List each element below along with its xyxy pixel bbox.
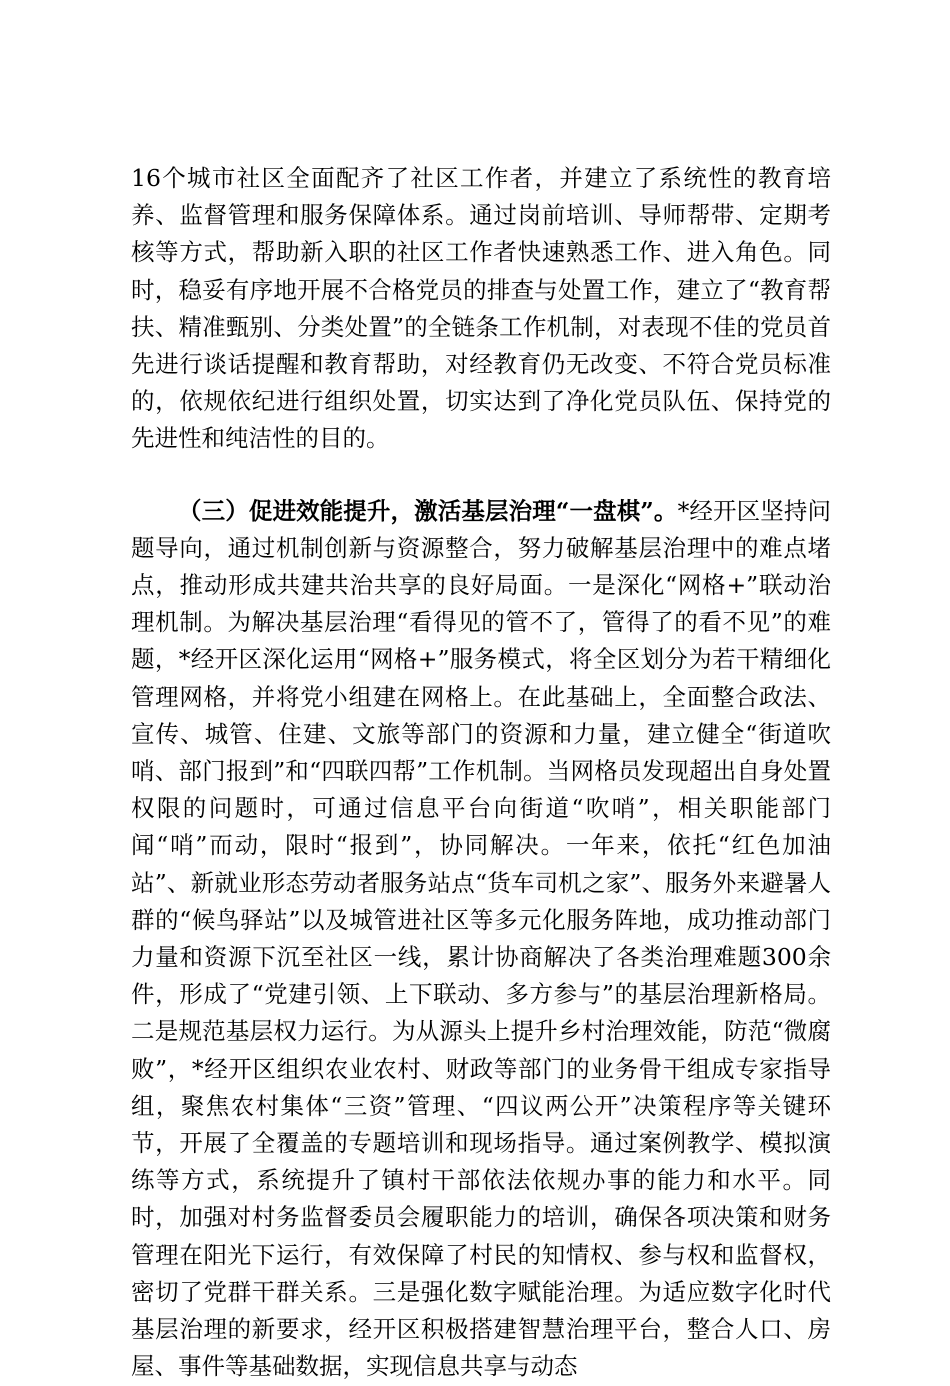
paragraph-section-three bbox=[131, 493, 831, 1386]
section-heading-three: （三）促进效能提升，激活基层治理“一盘棋”。 bbox=[178, 496, 678, 525]
document-page bbox=[131, 160, 831, 1386]
paragraph-2-text: *经开区坚持问题导向，通过机制创新与资源整合，努力破解基层治理中的难点堵点，推动形成共建共治共享的良好局面。一是深化“网格+”联动治理机制。为解决基层治理“看得见的管不了，管得了的看不见”的难题，*经开区深化运用“网格+”服务模式，将全区划分为若干精细化管理网格，并将党小组建在网格上。在此基础上，全面整合政法、宣传、城管、住建、文旅等部门的资源和力量，建立健全“街道吹哨、部门报到”和“四联四帮”工作机制。当网格员发现超出自身处置权限的问题时，可通过信息平台向街道“吹哨”，相关职能部门闻“哨”而动，限时“报到”，协同解决。一年来，依托“红色加油站”、新就业形态劳动者服务站点“货车司机之家”、服务外来避暑人群的“候鸟驿站”以及城管进社区等多元化服务阵地，成功推动部门力量和资源下沉至社区一线，累计协商解决了各类治理难题300余件，形成了“党建引领、上下联动、多方参与”的基层治理新格局。二是规范基层权力运行。为从源头上提升乡村治理效能，防范“微腐败”，*经开区组织农业农村、财政等部门的业务骨干组成专家指导组，聚焦农村集体“三资”管理、“四议两公开”决策程序等关键环节，开展了全覆盖的专题培训和现场指导。通过案例教学、模拟演练等方式，系统提升了镇村干部依法依规办事的能力和水平。同时，加强对村务监督委员会履职能力的培训，确保各项决策和财务管理在阳光下运行，有效保障了村民的知情权、参与权和监督权，密切了党群干群关系。三是强化数字赋能治理。为适应数字化时代基层治理的新要求，经开区积极搭建智慧治理平台，整合人口、房屋、事件等基础数据，实现信息共享与动态 bbox=[131, 496, 831, 1381]
paragraph-1-text: 16个城市社区全面配齐了社区工作者，并建立了系统性的教育培养、监督管理和服务保障体系。通过岗前培训、导师帮带、定期考核等方式，帮助新入职的社区工作者快速熟悉工作、进入角色。同时，稳妥有序地开展不合格党员的排查与处置工作，建立了“教育帮扶、精准甄别、分类处置”的全链条工作机制，对表现不佳的党员首先进行谈话提醒和教育帮助，对经教育仍无改变、不符合党员标准的，依规依纪进行组织处置，切实达到了净化党员队伍、保持党的先进性和纯洁性的目的。 bbox=[131, 164, 831, 453]
paragraph-continuation bbox=[131, 160, 831, 458]
